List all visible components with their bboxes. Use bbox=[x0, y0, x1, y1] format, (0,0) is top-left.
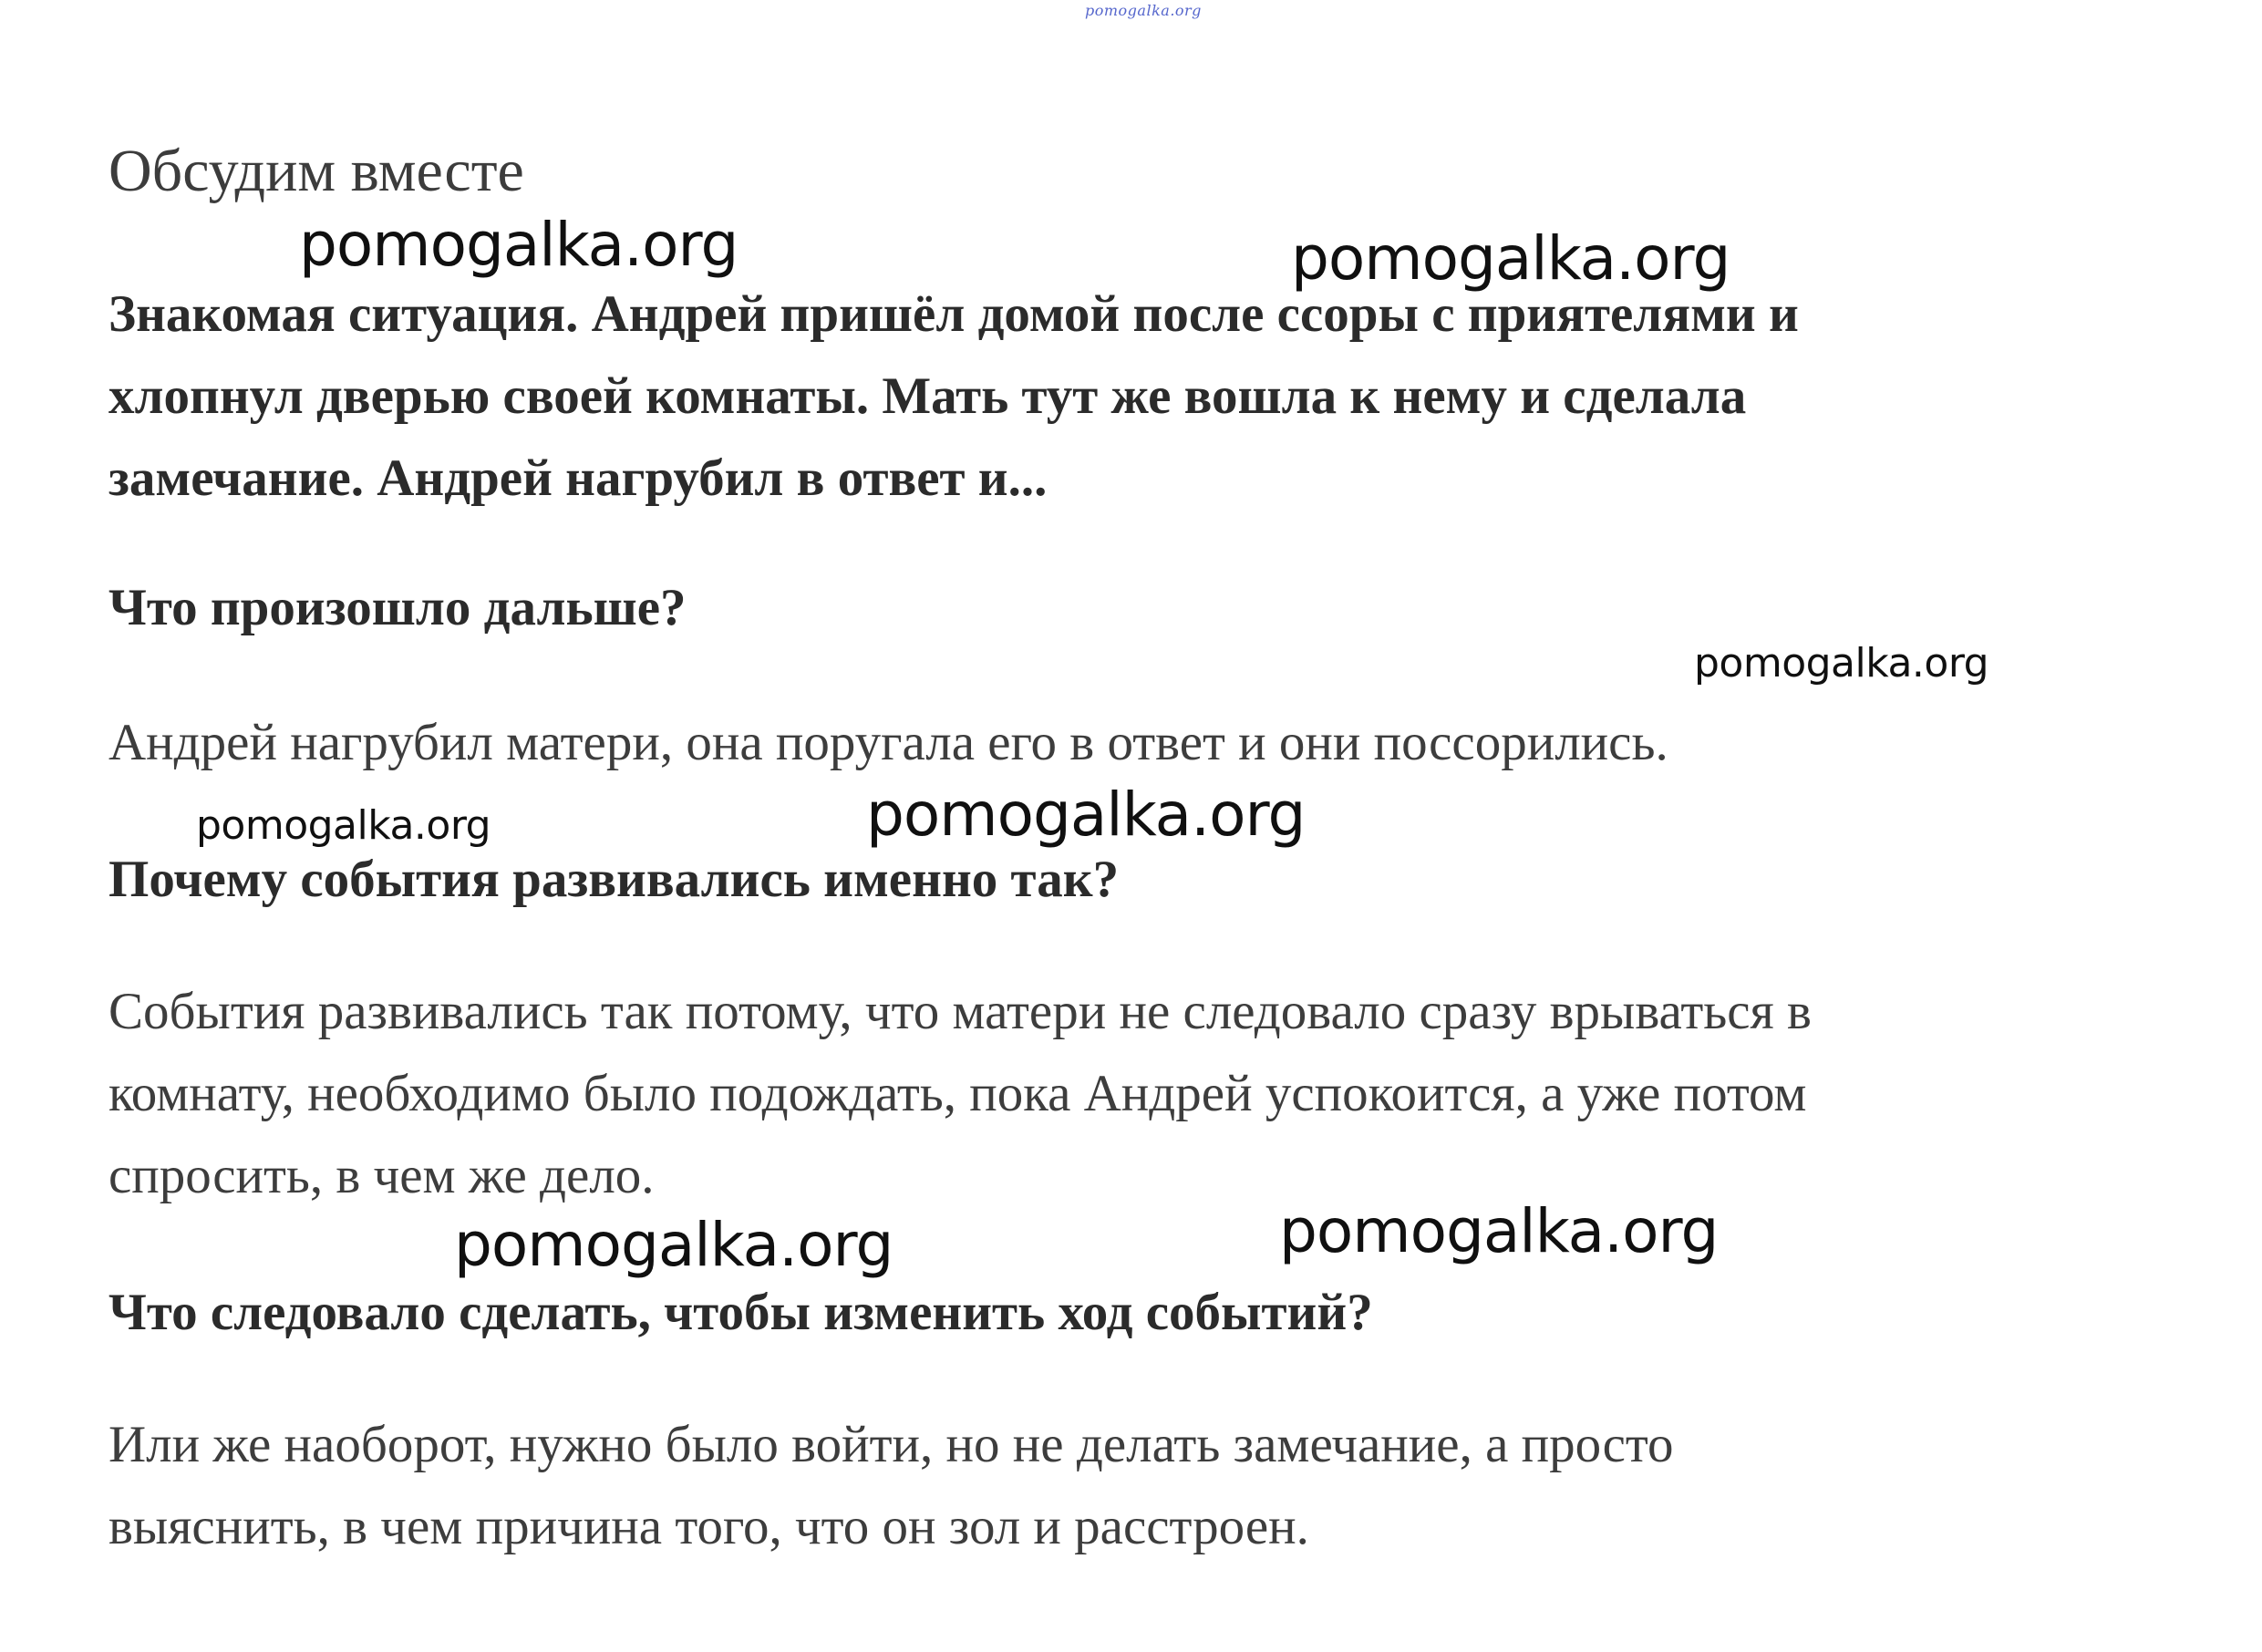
answer-2-line: комнату, необходимо было подождать, пока Андрей успокоится, а уже потом bbox=[108, 1065, 1807, 1122]
answer-3-line: выяснить, в чем причина того, что он зол и расстроен. bbox=[108, 1498, 1309, 1555]
answer-2-line: спросить, в чем же дело. bbox=[108, 1147, 655, 1204]
situation-line: замечание. Андрей нагрубил в ответ и... bbox=[108, 449, 1048, 507]
page-title: Обсудим вместе bbox=[108, 138, 524, 204]
answer-2-line: События развивались так потому, что матери не следовало сразу врываться в bbox=[108, 983, 1812, 1040]
watermark: pomogalka.org bbox=[1291, 223, 1730, 294]
watermark: pomogalka.org bbox=[299, 210, 739, 280]
answer-2 bbox=[108, 971, 1812, 1217]
question-2: Почему события развивались именно так? bbox=[108, 851, 1120, 908]
situation-line: хлопнул дверью своей комнаты. Мать тут же вошла к нему и сделала bbox=[108, 367, 1747, 425]
watermark: pomogalka.org bbox=[866, 780, 1306, 850]
answer-1: Андрей нагрубил матери, она поругала его в ответ и они поссорились. bbox=[108, 714, 1668, 771]
watermark: pomogalka.org bbox=[1694, 640, 1989, 687]
watermark: pomogalka.org bbox=[1279, 1196, 1719, 1266]
source-link[interactable]: pomogalka.org bbox=[1085, 2, 1202, 19]
answer-3 bbox=[108, 1404, 1674, 1568]
watermark: pomogalka.org bbox=[196, 802, 491, 849]
question-1: Что произошло дальше? bbox=[108, 579, 687, 636]
situation-paragraph bbox=[108, 274, 1799, 520]
answer-3-line: Или же наоборот, нужно было войти, но не делать замечание, а просто bbox=[108, 1416, 1674, 1473]
situation-line: Знакомая ситуация. Андрей пришёл домой после ссоры с приятелями и bbox=[108, 285, 1799, 343]
question-3: Что следовало сделать, чтобы изменить ход событий? bbox=[108, 1284, 1373, 1341]
watermark: pomogalka.org bbox=[454, 1210, 893, 1280]
